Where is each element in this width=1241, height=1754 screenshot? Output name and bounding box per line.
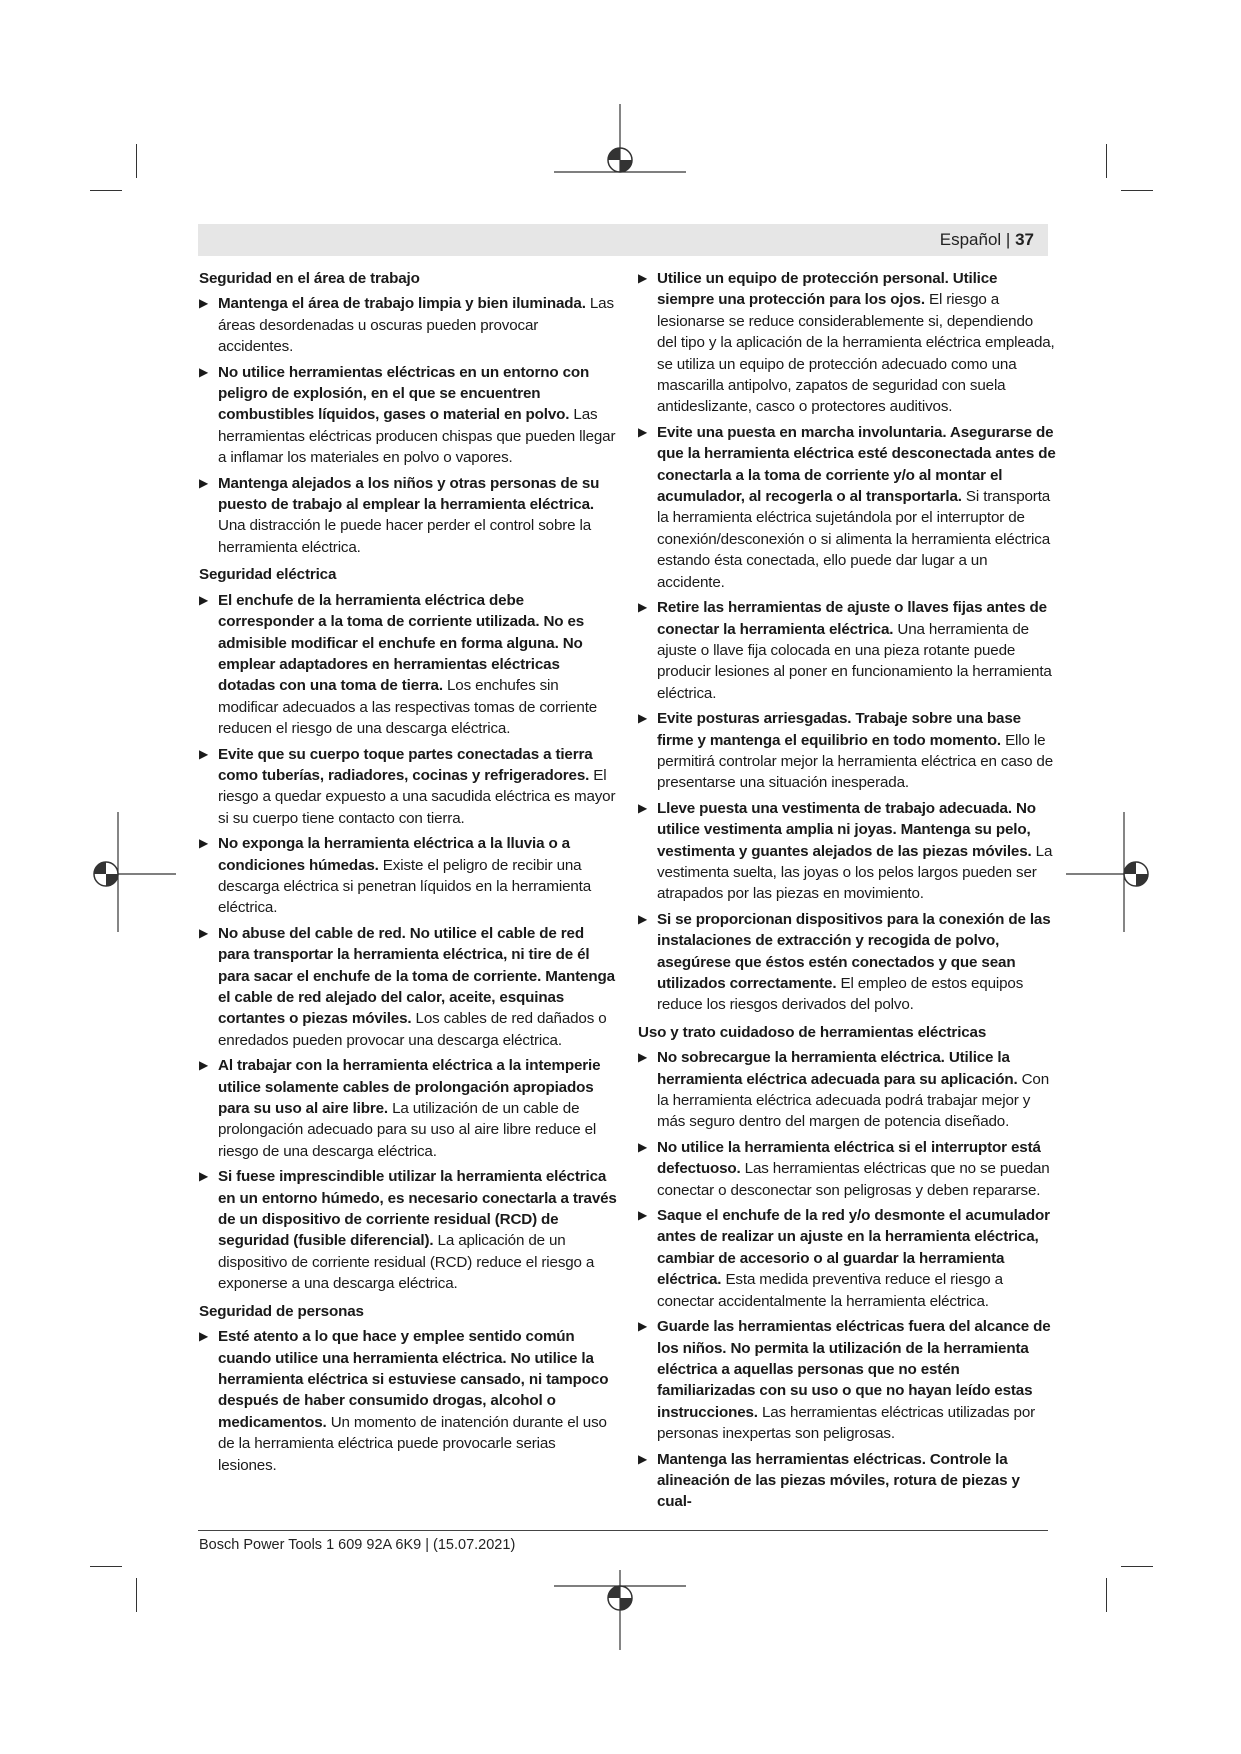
section-heading: Seguridad de personas [199, 1302, 364, 1320]
list-item: ▶ El enchufe de la herramienta eléctrica debe corresponder a la toma de corriente utilizada. No es admisible modificar el enchufe en forma alguna. No emplear adaptadores en herramientas eléctricas dotadas con una toma de tierra. Los enchufes sin modificar adecuados a las respectivas tomas de corriente reducen el riesgo de una descarga eléctrica. [199, 591, 598, 738]
list-item: ▶ No utilice herramientas eléctricas en un entorno con peligro de explosión, en el que se encuentren combustibles líquidos, gases o material en polvo. Las herramientas eléctricas producen chispas que pueden llegar a inflamar los materiales en polvo o vapores. [199, 363, 616, 467]
crop-mark [1106, 144, 1107, 178]
crop-mark [136, 144, 137, 178]
registration-mark-top [550, 104, 690, 192]
left-column [199, 268, 617, 1482]
list-item: ▶ Guarde las herramientas eléctricas fuera del alcance de los niños. No permita la utilización de la herramienta eléctrica a aquellas personas que no estén familiarizadas con su uso o que no hayan leído estas instrucciones. Las herramientas eléctricas utilizadas por personas inexpertas son peligrosas. [638, 1318, 1051, 1443]
footer-label: Bosch Power Tools 1 609 92A 6K9 | (15.07.2021) [199, 1537, 516, 1553]
section-personal-safety-continued [638, 268, 1056, 1016]
section-electrical-safety [199, 564, 617, 1294]
section-heading: Uso y trato cuidadoso de herramientas eléctricas [638, 1023, 987, 1041]
list-item: ▶ Evite una puesta en marcha involuntaria. Asegurarse de que la herramienta eléctrica esté desconectada antes de conectarla a la toma de corriente y/o al montar el acumulador, al recogerla o al transportarla. Si transporta la herramienta eléctrica sujetándola por el interruptor de conexión/desconexión o si alimenta la herramienta eléctrica estando ésta conectada, ello puede dar lugar a un accidente. [638, 423, 1056, 591]
list-item: ▶ Lleve puesta una vestimenta de trabajo adecuada. No utilice vestimenta amplia ni joyas. Mantenga su pelo, vestimenta y guantes alejados de las piezas móviles. La vestimenta suelta, las joyas o los pelos largos pueden ser atrapados por las piezas en movimiento. [638, 799, 1053, 903]
list-item: ▶ No sobrecargue la herramienta eléctrica. Utilice la herramienta eléctrica adecuada para su aplicación. Con la herramienta eléctrica adecuada podrá trabajar mejor y más seguro dentro del margen de potencia diseñado. [638, 1049, 1050, 1131]
list-item: ▶ Retire las herramientas de ajuste o llaves fijas antes de conectar la herramienta eléctrica. Una herramienta de ajuste o llave fija colocada en una pieza rotante puede producir lesiones al poner en funcionamiento la herramienta eléctrica. [638, 599, 1052, 702]
header-language: Español [939, 230, 1002, 249]
crop-mark [90, 1566, 122, 1567]
arrow-icon: ▶ [638, 1208, 648, 1223]
list-item: ▶ Evite posturas arriesgadas. Trabaje sobre una base firme y mantenga el equilibrio en todo momento. Ello le permitirá controlar mejor la herramienta eléctrica en caso de presentarse una situación inesperada. [638, 710, 1054, 792]
arrow-icon: ▶ [638, 1319, 648, 1334]
list-item: ▶ Saque el enchufe de la red y/o desmonte el acumulador antes de realizar un ajuste en la herramienta eléctrica, cambiar de accesorio o al guardar la herramienta eléctrica. Esta medida preventiva reduce el riesgo a conectar accidentalmente la herramienta eléctrica. [638, 1207, 1050, 1310]
page-number: 37 [1015, 230, 1034, 249]
header-separator: | [1005, 230, 1011, 249]
registration-mark-right [1064, 812, 1154, 932]
arrow-icon: ▶ [638, 800, 648, 815]
list-item: ▶ Si se proporcionan dispositivos para la conexión de las instalaciones de extracción y recogida de polvo, asegúrese que éstos estén conectados y que sean utilizados correctamente. El empleo de estos equipos reduce los riesgos derivados del polvo. [638, 910, 1051, 1014]
arrow-icon: ▶ [199, 836, 209, 851]
page-header [198, 224, 1048, 256]
section-personal-safety [199, 1301, 617, 1476]
list-item: ▶ Al trabajar con la herramienta eléctrica a la intemperie utilice solamente cables de prolongación apropiados para su uso al aire libre. La utilización de un cable de prolongación adecuado para su uso al aire libre reduce el riesgo de una descarga eléctrica. [199, 1057, 601, 1160]
header-label [940, 230, 1034, 250]
right-column [638, 268, 1056, 1519]
arrow-icon: ▶ [199, 296, 209, 311]
crop-mark [1121, 190, 1153, 191]
list-item: ▶ Utilice un equipo de protección personal. Utilice siempre una protección para los ojos. El riesgo a lesionarse se reduce considerablemente si, dependiendo del tipo y la aplicación de la herramienta eléctrica empleada, se utiliza un equipo de protección adecuado como una mascarilla antipolvo, zapatos de seguridad con suela antideslizante, casco o protectores auditivos. [638, 270, 1055, 416]
list-item: ▶ Esté atento a lo que hace y emplee sentido común cuando utilice una herramienta eléctrica. No utilice la herramienta eléctrica si estuviese cansado, ni tampoco después de haber consumido drogas, alcohol o medicamentos. Un momento de inatención durante el uso de la herramienta eléctrica puede provocarle serias lesiones. [199, 1328, 609, 1474]
section-tool-use-care [638, 1022, 1056, 1513]
arrow-icon: ▶ [199, 1329, 209, 1344]
arrow-icon: ▶ [638, 1451, 648, 1466]
list-item: ▶ No utilice la herramienta eléctrica si el interruptor está defectuoso. Las herramientas eléctricas que no se puedan conectar o desconectar son peligrosas y deben repararse. [638, 1138, 1050, 1199]
arrow-icon: ▶ [638, 600, 648, 615]
list-item: ▶ Si fuese imprescindible utilizar la herramienta eléctrica en un entorno húmedo, es necesario conectarla a través de un dispositivo de corriente residual (RCD) de seguridad (fusible diferencial). La aplicación de un dispositivo de corriente residual (RCD) reduce el riesgo a exponerse a una descarga eléctrica. [199, 1168, 617, 1293]
arrow-icon: ▶ [199, 925, 209, 940]
arrow-icon: ▶ [638, 1050, 648, 1065]
arrow-icon: ▶ [199, 1058, 209, 1073]
arrow-icon: ▶ [638, 911, 648, 926]
list-item: ▶ Mantenga el área de trabajo limpia y bien iluminada. Las áreas desordenadas u oscuras pueden provocar accidentes. [199, 295, 614, 356]
crop-mark [90, 190, 122, 191]
list-item: ▶ Evite que su cuerpo toque partes conectadas a tierra como tuberías, radiadores, cocinas y refrigeradores. El riesgo a quedar expuesto a una sacudida eléctrica es mayor si su cuerpo tiene contacto con tierra. [199, 745, 616, 827]
arrow-icon: ▶ [638, 711, 648, 726]
arrow-icon: ▶ [199, 364, 209, 379]
arrow-icon: ▶ [199, 592, 209, 607]
list-item: ▶ Mantenga alejados a los niños y otras personas de su puesto de trabajo al emplear la herramienta eléctrica. Una distracción le puede hacer perder el control sobre la herramienta eléctrica. [199, 474, 600, 556]
arrow-icon: ▶ [638, 424, 648, 439]
section-heading: Seguridad eléctrica [199, 566, 337, 584]
arrow-icon: ▶ [638, 271, 648, 285]
crop-mark [136, 1578, 137, 1612]
list-item: ▶ Mantenga las herramientas eléctricas. Controle la alineación de las piezas móviles, rotura de piezas y cual- [638, 1450, 1020, 1511]
list-item: ▶ No exponga la herramienta eléctrica a la lluvia o a condiciones húmedas. Existe el peligro de recibir una descarga eléctrica si penetran líquidos en la herramienta eléctrica. [199, 835, 592, 917]
arrow-icon: ▶ [199, 475, 209, 490]
footer-divider [198, 1530, 1048, 1531]
list-item: ▶ No abuse del cable de red. No utilice el cable de red para transportar la herramienta eléctrica, ni tire de él para sacar el enchufe de la toma de corriente. Mantenga el cable de red alejado del calor, aceite, esquinas cortantes o piezas móviles. Los cables de red dañados o enredados pueden provocar una descarga eléctrica. [199, 924, 615, 1049]
arrow-icon: ▶ [638, 1139, 648, 1154]
crop-mark [1121, 1566, 1153, 1567]
arrow-icon: ▶ [199, 1169, 209, 1184]
registration-mark-left [88, 812, 178, 932]
arrow-icon: ▶ [199, 746, 209, 761]
section-heading: Seguridad en el área de trabajo [199, 270, 420, 287]
registration-mark-bottom [550, 1570, 690, 1652]
section-work-area [199, 268, 617, 558]
crop-mark [1106, 1578, 1107, 1612]
